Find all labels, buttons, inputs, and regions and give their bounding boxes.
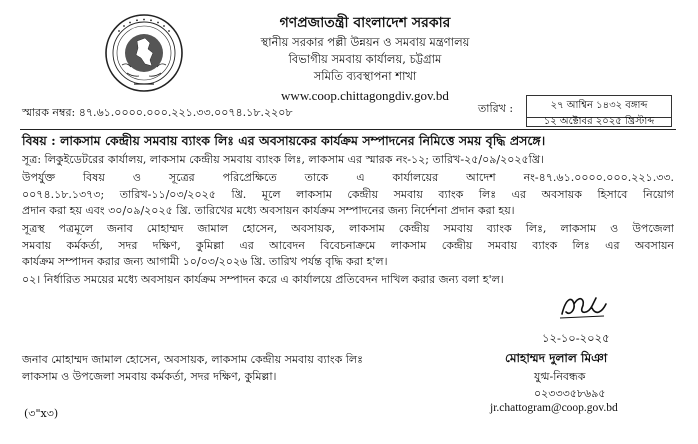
- signatory-name: মোহাম্মদ দুলাল মিঞা: [505, 351, 608, 365]
- body-paragraph-3: [22, 272, 674, 289]
- body-line: ০২। নির্ধারিত সময়ের মধ্যে অবসায়ন কার্যক্রম সম্পাদন করে এ কার্যালয়ে প্রতিবেদন দাখিল করার জন্য বলা হ'ল।: [22, 273, 504, 286]
- branch-name: সমিতি ব্যবস্থাপনা শাখা: [313, 69, 417, 83]
- body-line: প্রদান করা হয় এবং ৩০/০৯/২০২৫ খ্রি. তারিখের মধ্যে অবসায়ন কার্যক্রম সম্পাদনের জন্য নির্দেশনা প্রদান করা হয়।: [22, 204, 515, 217]
- website-link[interactable]: www.coop.chittagongdiv.gov.bd: [281, 88, 449, 103]
- date-box: [526, 95, 672, 127]
- memo-label: স্মারক নম্বর:: [22, 106, 76, 119]
- memo-value: ৪৭.৬১.০০০০.০০০.২২১.৩৩.০০৭৪.১৮.২২০৮: [78, 106, 293, 119]
- recipient-block: [22, 351, 363, 385]
- date-english: ১২ অক্টোবর ২০২৫ খ্রিস্টাব্দ: [543, 116, 655, 127]
- recipient-line: লাকসাম ও উপজেলা সমবায় কর্মকর্তা, সদর দক্ষিণ, কুমিল্লা।: [22, 370, 277, 383]
- divider: [20, 129, 676, 130]
- signatory-email[interactable]: jr.chattogram@coop.gov.bd: [490, 402, 618, 414]
- reference-text: সূত্র: লিকুইডেটরের কার্যালয়, লাকসাম কেন্দ্রীয় সমবায় ব্যাংক লিঃ, লাকসাম এর স্মারক নং-১২; তারিখ-২৫/০৯/২০২৫খ্রি।: [22, 153, 544, 166]
- body-line: কার্যক্রম সম্পাদন করার জন্য আগামী ১০/০৩/২০২৬ খ্রি. তারিখ পর্যন্ত বৃদ্ধি করা হ'ল।: [22, 255, 388, 268]
- signature-mark-icon: [556, 290, 610, 322]
- body-line: সূত্রস্থ পত্রমূলে জনাব মোহাম্মদ জামাল হোসেন, অবসায়ক, লাকসাম কেন্দ্রীয় সমবায় ব্যাংক লিঃ, লাকসাম ও উপজেলা: [22, 222, 674, 235]
- signatory-designation: যুগ্ম-নিবন্ধক: [534, 370, 586, 383]
- recipient-line: জনাব মোহাম্মদ জামাল হোসেন, অবসায়ক, লাকসাম কেন্দ্রীয় সমবায় ব্যাংক লিঃ: [22, 353, 363, 366]
- subject-line: বিষয় : লাকসাম কেন্দ্রীয় সমবায় ব্যাংক লিঃ এর অবসায়কের কার্যক্রম সম্পাদনের নিমিত্তে সময় বৃদ্ধি প্রসঙ্গে।: [22, 133, 546, 148]
- signatory-phone: ০২৩৩৩৫৮৬৯৫: [534, 387, 606, 400]
- date-label: তারিখ :: [478, 102, 514, 115]
- body-line: ০০৭৪.১৮.১৩৭৩; তারিখ-১১/০৩/২০২৫ খ্রি. মূলে লাকসাম কেন্দ্রীয় সমবায় ব্যাংক লিঃ এর অবসায়ক হিসাবে নিয়োগ: [22, 187, 674, 201]
- government-name: গণপ্রজাতন্ত্রী বাংলাদেশ সরকার: [279, 15, 451, 31]
- reference-line: [22, 152, 674, 169]
- ministry-name: স্থানীয় সরকার পল্লী উন্নয়ন ও সমবায় মন্ত্রণালয়: [260, 35, 470, 49]
- body-line: উপর্যুক্ত বিষয় ও সূত্রের পরিপ্রেক্ষিতে তাকে এ কার্যালয়ের আদেশ নং-৪৭.৬১.০০০০.০০০.২২১.৩৩.: [22, 171, 674, 184]
- body-paragraph-2: [22, 221, 674, 271]
- signature-date: ১২-১০-২০২৫: [542, 331, 610, 345]
- office-name: বিভাগীয় সমবায় কার্যালয়, চট্টগ্রাম: [288, 52, 442, 66]
- ad-size-label: (৩"x৩): [24, 407, 59, 420]
- memo-number: [22, 104, 293, 123]
- body-line: সমবায় কর্মকর্তা, সদর দক্ষিণ, কুমিল্লা এর আবেদন বিবেচনাক্রমে লাকসাম কেন্দ্রীয় সমবায় ব্যাংক লিঃ এর অবসায়ন: [22, 238, 674, 252]
- body-paragraph-1: [22, 170, 674, 220]
- date-bangla: ২৭ আশ্বিন ১৪৩২ বঙ্গাব্দ: [527, 98, 671, 118]
